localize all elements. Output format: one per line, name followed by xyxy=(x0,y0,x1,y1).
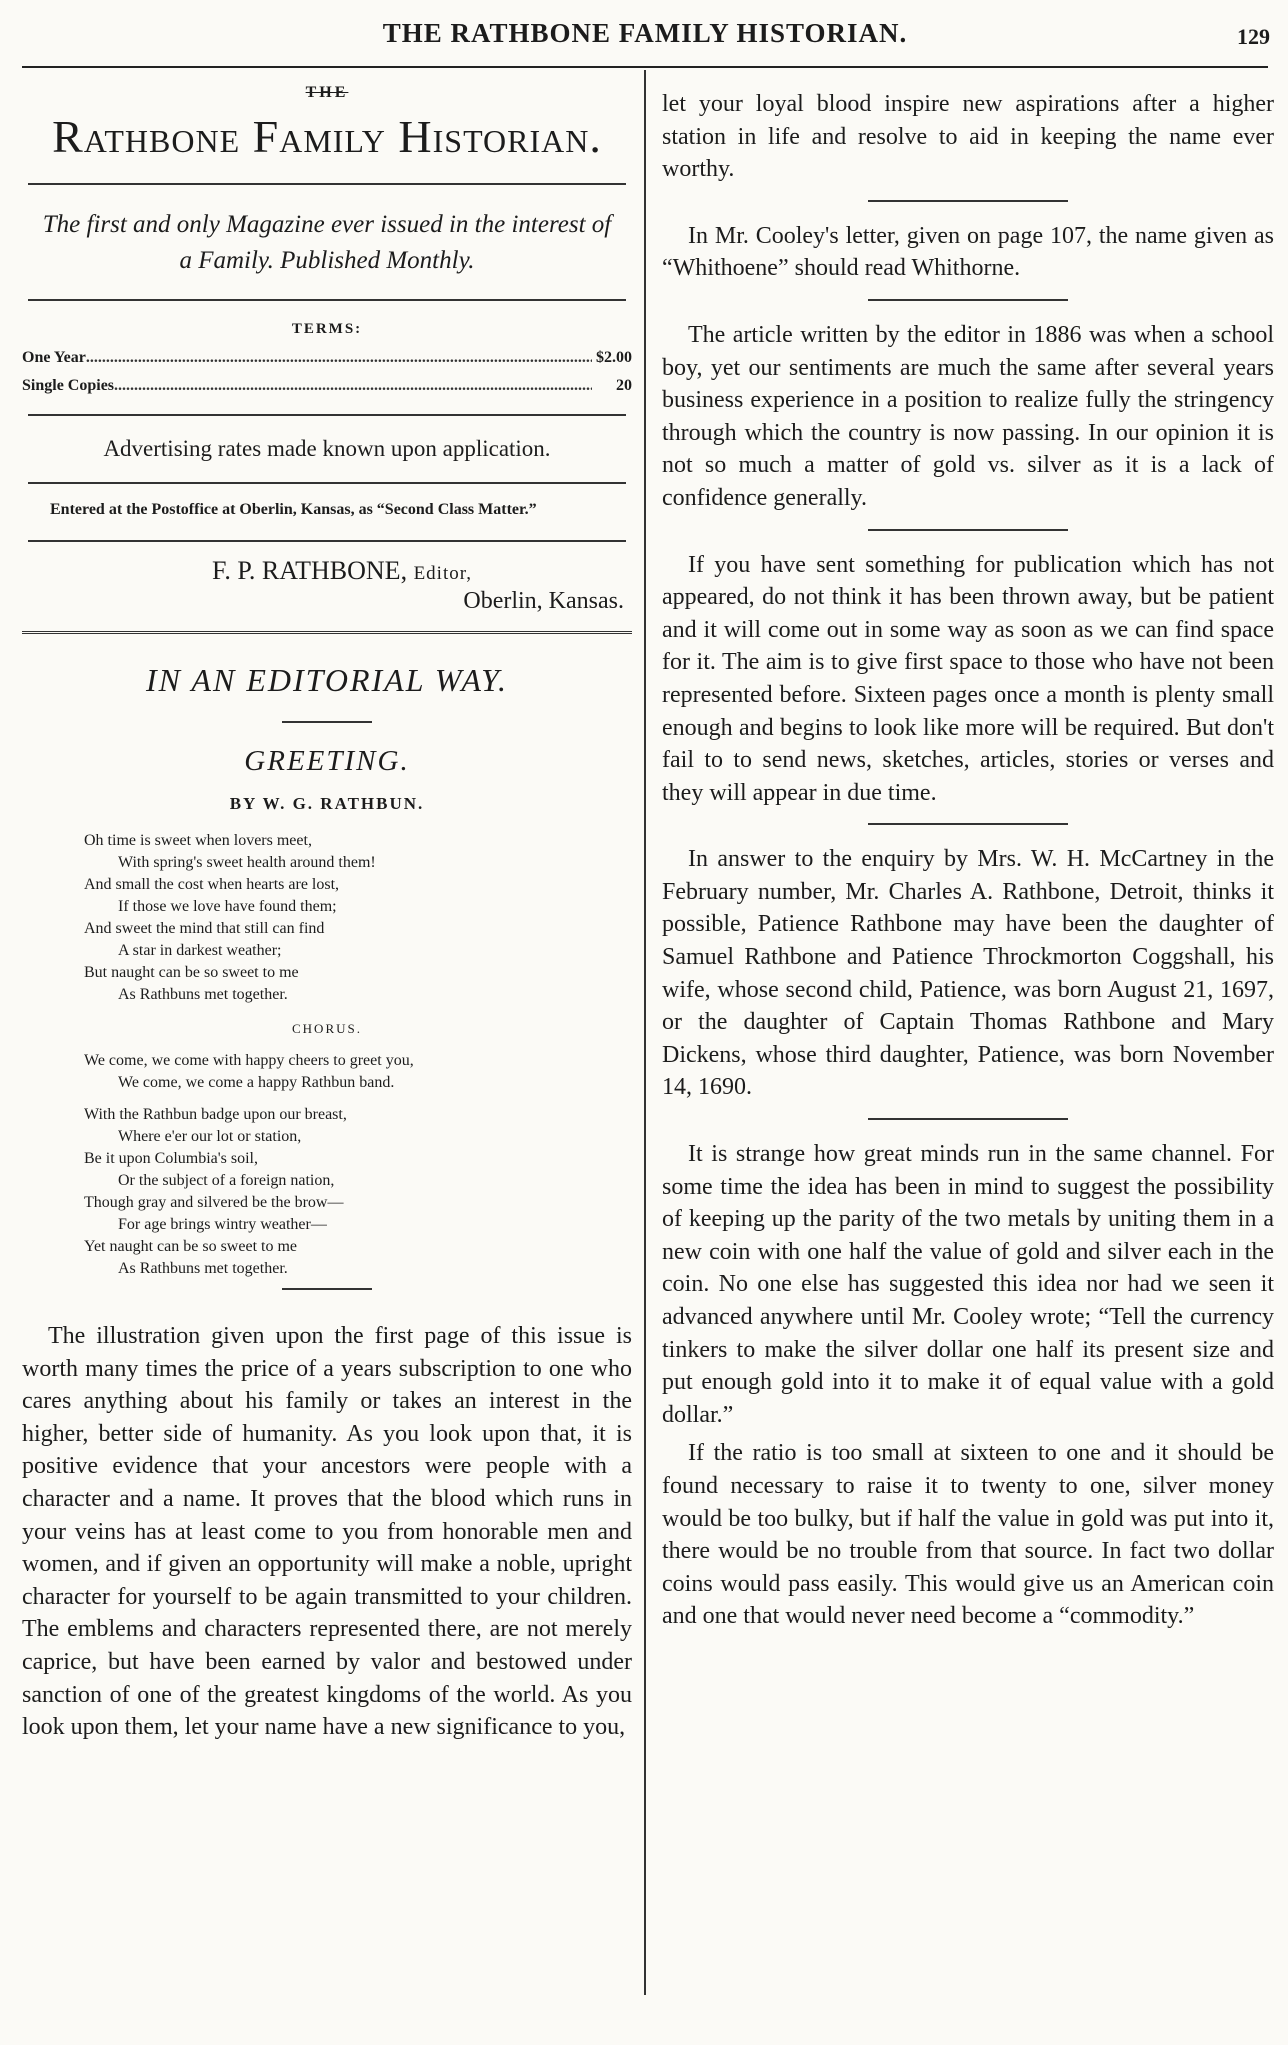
poem-line: Though gray and silvered be the brow— xyxy=(84,1194,344,1211)
terms-label: One Year xyxy=(22,349,86,366)
poem-byline: BY W. G. RATHBUN. xyxy=(229,794,425,813)
poem-line: For age brings wintry weather— xyxy=(118,1216,327,1233)
masthead-title: Rathbone Family Historian. xyxy=(52,111,602,162)
terms-row-single-copies xyxy=(22,372,632,400)
chorus-label: CHORUS. xyxy=(292,1021,362,1036)
header-rule xyxy=(22,66,1268,68)
editor-name: F. P. RATHBONE, xyxy=(211,556,408,585)
terms-rule xyxy=(28,414,626,416)
poem-line: As Rathbuns met together. xyxy=(118,1260,288,1277)
entry-divider xyxy=(868,1118,1068,1120)
terms-label: Single Copies xyxy=(22,377,115,394)
entry-divider xyxy=(868,823,1068,825)
masthead-rule xyxy=(28,183,626,185)
advertising-notice: Advertising rates made known upon application. xyxy=(103,436,551,461)
poem-line: Or the subject of a foreign nation, xyxy=(118,1172,335,1189)
terms-heading: TERMS: xyxy=(291,321,363,337)
terms-price: 20 xyxy=(616,377,632,394)
illustration-paragraph: The illustration given upon the first page of this issue is worth many times the price of a years subscription to one who cares anything about his family or takes an interest in the higher, better side of humanity. As you look upon that, it is positive evidence that your ancestors were people with a character and a name. It proves that the blood which runs in your veins has at least come to you from honorable men and women, and if given an opportunity will make a noble, upright character for yourself to be again transmitted to your children. The emblems and characters represented there, are not merely caprice, but have been earned by valor and bestowed under sanction of one of the greatest kingdoms of the world. As you look upon them, let your name have a new significance to you, xyxy=(22,1323,632,1741)
leader-dots xyxy=(114,372,592,400)
enquiry-note: In answer to the enquiry by Mrs. W. H. McCartney in the February number, Mr. Charles A. Rathbone, Detroit, thinks it possible, Patience Rathbone may have been the daughter of Samuel Rathbone and Patience Throckmorton Coggshall, his wife, whose second child, Patience, was born August 21, 1697, or the daughter of Captain Thomas Rathbone and Mary Dickens, whose third daughter, Patience, was born November 14, 1690. xyxy=(662,846,1274,1101)
poem-line: A star in darkest weather; xyxy=(118,942,282,959)
chorus-line: We come, we come a happy Rathbun band. xyxy=(118,1074,395,1091)
entry-divider xyxy=(868,200,1068,202)
masthead-the: THE xyxy=(305,84,349,101)
poem-line: Where e'er our lot or station, xyxy=(118,1128,302,1145)
entered-rule xyxy=(28,540,626,542)
terms-row-one-year xyxy=(22,344,632,372)
cooley-correction-note: In Mr. Cooley's letter, given on page 107, the name given as “Whithoene” should read Whithorne. xyxy=(662,222,1274,282)
leader-dots xyxy=(86,344,592,372)
article-note: The article written by the editor in 1886 was when a school boy, yet our sentiments are much the same after several years business experience in a position to realize fully the stringency through which the country is now passing. In our opinion it is not so much a matter of gold vs. silver as it is a lack of confidence generally. xyxy=(662,321,1274,511)
advert-rule xyxy=(28,482,626,484)
stanza-gap xyxy=(84,1094,632,1104)
great-minds-note: It is strange how great minds run in the same channel. For some time the idea has been in mind to suggest the possibility of keeping up the parity of the two metals by uniting them in a new coin with one half the value of gold and silver each in the coin. No one else has suggested this idea nor had we seen it advanced anywhere until Mr. Cooley wrote; “Tell the currency tinkers to make the silver dollar one half its present size and put enough gold into it to make it of equal value with a gold dollar.” xyxy=(662,1141,1274,1428)
continuation-paragraph: let your loyal blood inspire new aspirations after a higher station in life and resolve to aid in keeping the name ever worthy. xyxy=(662,91,1274,183)
poem-line: Be it upon Columbia's soil, xyxy=(84,1150,258,1167)
poem-line: Oh time is sweet when lovers meet, xyxy=(84,832,312,849)
masthead-tagline: The first and only Magazine ever issued in the interest of a Family. Published Monthly. xyxy=(42,211,612,274)
postoffice-notice: Entered at the Postoffice at Oberlin, Kansas, as “Second Class Matter.” xyxy=(50,501,537,518)
poem-line: But naught can be so sweet to me xyxy=(84,964,299,981)
section-rule xyxy=(282,721,372,723)
section-title: IN AN EDITORIAL WAY. xyxy=(146,662,508,698)
poem-line: With spring's sweet health around them! xyxy=(118,854,376,871)
poem-line: Yet naught can be so sweet to me xyxy=(84,1238,297,1255)
page-number: 129 xyxy=(1237,24,1270,49)
publication-note: If you have sent something for publication which has not appeared, do not think it has been thrown away, but be patient and it will come out in some way as soon as we can find space for it. The aim is to give first space to those who have not been represented before. Sixteen pages once a month is plenty small enough and begins to look like more will be required. But don't fail to to send news, sketches, articles, stories or verses and they will appear in due time. xyxy=(662,551,1274,806)
entry-divider xyxy=(868,299,1068,301)
poem-end-rule xyxy=(282,1288,372,1290)
column-divider xyxy=(644,70,646,1995)
poem-line: If those we love have found them; xyxy=(118,898,337,915)
masthead-double-rule xyxy=(22,631,632,634)
editor-title: Editor, xyxy=(413,563,473,584)
poem-line: And sweet the mind that still can find xyxy=(84,920,325,937)
poem-title: GREETING. xyxy=(244,745,410,777)
poem xyxy=(84,830,632,1280)
ratio-note: If the ratio is too small at sixteen to one and it should be found necessary to raise it to twenty to one, silver money would be too bulky, but if half the value in gold was put into it, there would be no trouble from that source. In fact two dollar coins would pass easily. This would give us an American coin and one that would never need become a “commodity.” xyxy=(662,1440,1274,1630)
editor-location: Oberlin, Kansas. xyxy=(463,588,624,614)
chorus-line: We come, we come with happy cheers to greet you, xyxy=(84,1052,414,1069)
poem-line: As Rathbuns met together. xyxy=(118,986,288,1003)
left-column xyxy=(22,76,632,1744)
right-column xyxy=(662,88,1274,1633)
tagline-rule xyxy=(28,299,626,301)
running-title: THE RATHBONE FAMILY HISTORIAN. xyxy=(382,18,908,48)
poem-line: And small the cost when hearts are lost, xyxy=(84,876,340,893)
poem-line: With the Rathbun badge upon our breast, xyxy=(84,1106,347,1123)
entry-divider xyxy=(868,529,1068,531)
terms-price: $2.00 xyxy=(596,349,632,366)
editor-line xyxy=(52,556,632,586)
running-head xyxy=(20,18,1270,58)
